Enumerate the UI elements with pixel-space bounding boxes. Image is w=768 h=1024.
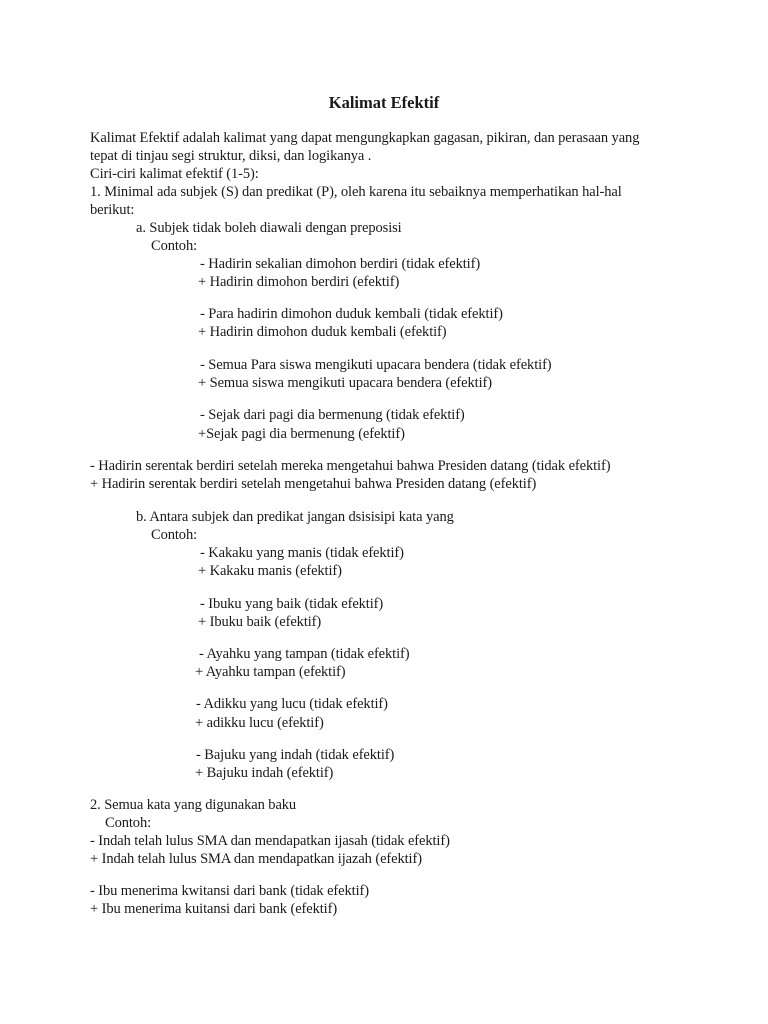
example-correct: +Sejak pagi dia bermenung (efektif) <box>198 426 405 442</box>
example-incorrect: - Indah telah lulus SMA dan mendapatkan ijasah (tidak efektif) <box>90 833 450 849</box>
subpoint-b: b. Antara subjek dan predikat jangan dsisisipi kata yang <box>136 509 454 525</box>
point-2: 2. Semua kata yang digunakan baku <box>90 797 297 813</box>
example-incorrect: - Ayahku yang tampan (tidak efektif) <box>199 646 410 662</box>
example-correct: + Ibuku baik (efektif) <box>198 614 322 630</box>
example-incorrect: - Hadirin serentak berdiri setelah mereka mengetahui bahwa Presiden datang (tidak efektif) <box>90 458 611 474</box>
example-incorrect: - Bajuku yang indah (tidak efektif) <box>196 747 395 763</box>
example-correct: + Hadirin dimohon berdiri (efektif) <box>198 274 400 290</box>
example-correct: + Hadirin dimohon duduk kembali (efektif) <box>198 324 447 340</box>
example-incorrect: - Ibu menerima kwitansi dari bank (tidak efektif) <box>90 883 369 899</box>
example-incorrect: - Para hadirin dimohon duduk kembali (tidak efektif) <box>200 306 503 322</box>
example-correct: + adikku lucu (efektif) <box>195 715 324 731</box>
example-incorrect: - Hadirin sekalian dimohon berdiri (tidak efektif) <box>200 256 481 272</box>
example-label: Contoh: <box>105 815 152 831</box>
example-incorrect: - Kakaku yang manis (tidak efektif) <box>200 545 404 561</box>
example-label: Contoh: <box>151 527 198 543</box>
criteria-heading: Ciri-ciri kalimat efektif (1-5): <box>90 166 259 182</box>
definition-line-2: tepat di tinjau segi struktur, diksi, dan logikanya . <box>90 148 372 164</box>
example-correct: + Hadirin serentak berdiri setelah mengetahui bahwa Presiden datang (efektif) <box>90 476 537 492</box>
definition-line-1: Kalimat Efektif adalah kalimat yang dapat mengungkapkan gagasan, pikiran, dan perasaan yang <box>90 130 640 146</box>
example-correct: + Bajuku indah (efektif) <box>195 765 334 781</box>
example-correct: + Ayahku tampan (efektif) <box>195 664 346 680</box>
example-incorrect: - Ibuku yang baik (tidak efektif) <box>200 596 384 612</box>
example-correct: + Ibu menerima kuitansi dari bank (efektif) <box>90 901 338 917</box>
example-incorrect: - Adikku yang lucu (tidak efektif) <box>196 696 388 712</box>
example-correct: + Semua siswa mengikuti upacara bendera (efektif) <box>198 375 492 391</box>
example-correct: + Indah telah lulus SMA dan mendapatkan ijazah (efektif) <box>90 851 422 867</box>
point-1-line-1: 1. Minimal ada subjek (S) dan predikat (P), oleh karena itu sebaiknya memperhatikan hal-hal <box>90 184 622 200</box>
page-title: Kalimat Efektif <box>328 93 440 112</box>
example-correct: + Kakaku manis (efektif) <box>198 563 342 579</box>
point-1-line-2: berikut: <box>90 202 135 218</box>
example-incorrect: - Semua Para siswa mengikuti upacara bendera (tidak efektif) <box>200 357 552 373</box>
example-incorrect: - Sejak dari pagi dia bermenung (tidak efektif) <box>200 407 465 423</box>
subpoint-a: a. Subjek tidak boleh diawali dengan preposisi <box>136 220 402 236</box>
example-label: Contoh: <box>151 238 198 254</box>
